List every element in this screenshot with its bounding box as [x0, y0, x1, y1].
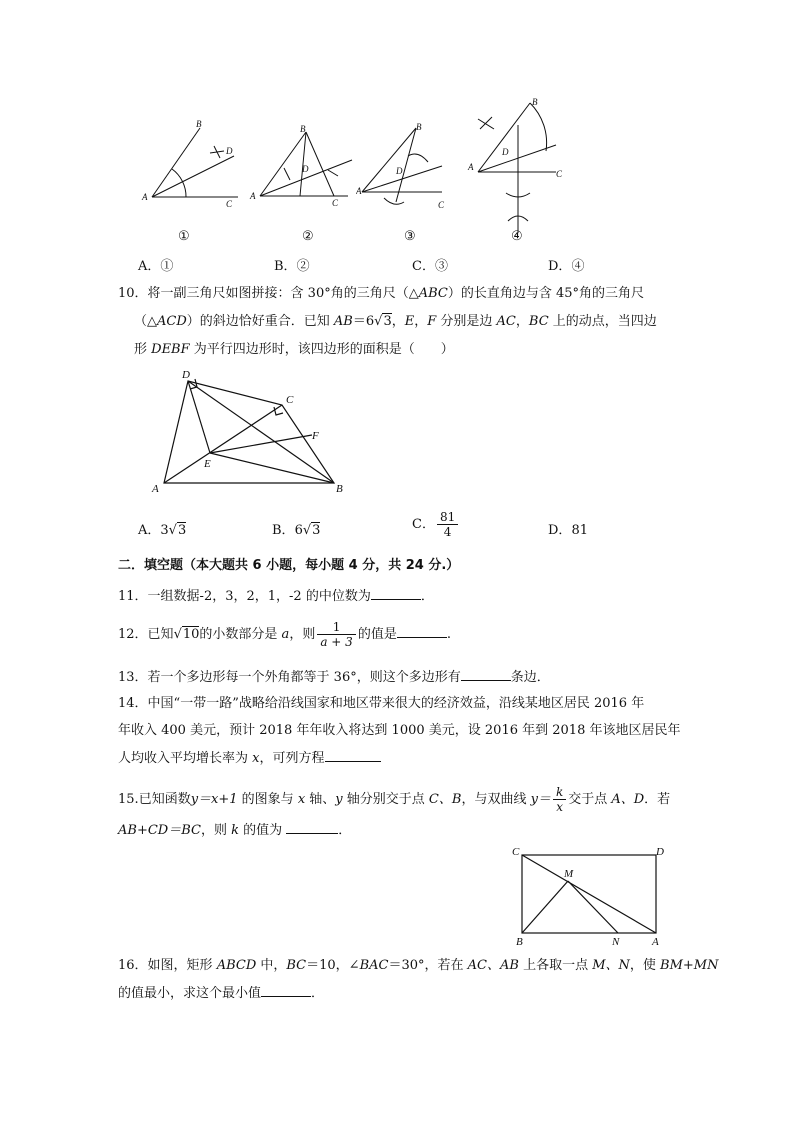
q9-fig3-label-b: B — [416, 122, 422, 132]
q9-figure-label-2: ② — [302, 229, 314, 244]
q16-line-1: 16．如图，矩形 ABCD 中，BC＝10，∠BAC＝30°，若在 AC、AB 上各取一点 M、N，使 BM+MN — [118, 958, 719, 973]
q9-figure-3 — [356, 122, 466, 212]
q9-fig3-label-d: D — [396, 166, 403, 176]
q10-fig-label-a: A — [152, 483, 159, 495]
q16-fig-label-n: N — [612, 936, 620, 948]
q9-fig4-label-a: A — [468, 162, 474, 172]
q12-answer-blank[interactable] — [397, 625, 447, 638]
q15-line-1: 15.已知函数y＝x+1 的图象与 x 轴、y 轴分别交于点 C、B，与双曲线 y＝ $\frac{k}{x}$ 交于点 A、D．若 — [118, 785, 671, 814]
q9-fig4-label-d: D — [502, 147, 509, 157]
q16-fig-label-d: D — [656, 846, 664, 858]
q9-fig2-label-a: A — [250, 191, 256, 201]
q10-fig-label-c: C — [286, 394, 294, 406]
q9-fig4-label-c: C — [556, 169, 563, 179]
q10-figure — [150, 365, 360, 500]
q10-fig-label-b: B — [336, 483, 343, 495]
section-2-title: 二．填空题（本大题共 6 小题，每小题 4 分，共 24 分.） — [118, 558, 460, 573]
q14-line-1: 14．中国“一带一路”战略给沿线国家和地区带来很大的经济效益，沿线某地区居民 2016 年 — [118, 696, 645, 711]
q9-figure-4 — [464, 95, 574, 245]
q10-line-3: 形 DEBF 为平行四边形时，该四边形的面积是（ ） — [134, 342, 454, 357]
q9-fig3-label-a: A — [356, 186, 362, 196]
q15-answer-blank[interactable] — [286, 821, 338, 834]
q9-fig3-label-c: C — [438, 200, 445, 210]
q10-option-b[interactable]: B．6√3 — [272, 523, 321, 538]
q9-option-a[interactable]: A．① — [138, 259, 174, 274]
q16-fig-label-c: C — [512, 846, 520, 858]
q16-fig-label-m: M — [564, 868, 574, 880]
q10-line-2: （△ACD）的斜边恰好重合．已知 AB＝6√3，E，F 分别是边 AC，BC 上的动点，当四边 — [134, 314, 657, 329]
q16-line-2: 的值最小，求这个最小值 ． — [118, 986, 325, 1001]
q16-figure — [506, 843, 676, 953]
q9-fig1-label-a: A — [142, 192, 148, 202]
q9-option-c[interactable]: C．③ — [412, 259, 448, 274]
q9-figure-label-4: ④ — [511, 229, 523, 244]
q16-fig-label-b: B — [516, 936, 523, 948]
q12: 12．已知√10的小数部分是 a，则 $\frac{1}{a + 3}$ 的值是 . — [118, 620, 451, 649]
q9-figure-label-3: ③ — [404, 229, 416, 244]
q9-fig2-label-c: C — [332, 198, 339, 208]
q10-option-a[interactable]: A．3√3 — [138, 523, 187, 538]
q10-option-c[interactable]: C． $\frac{81}{4}$ — [412, 510, 460, 539]
q11: 11．一组数据-2，3，2，1，-2 的中位数为 ． — [118, 589, 434, 604]
q16-answer-blank[interactable] — [261, 984, 311, 997]
q9-option-b[interactable]: B．② — [274, 259, 310, 274]
q9-fig2-label-d: D — [302, 164, 309, 174]
q15-line-2: AB+CD＝BC，则 k 的值为 ． — [118, 823, 352, 838]
q9-figure-1 — [138, 112, 248, 212]
q11-answer-blank[interactable] — [371, 587, 421, 600]
q10-fig-label-e: E — [204, 458, 211, 470]
q10-fig-label-f: F — [312, 430, 319, 442]
q14-answer-blank[interactable] — [325, 749, 381, 762]
q9-fig1-label-d: D — [226, 146, 233, 156]
q9-fig1-label-c: C — [226, 199, 233, 209]
q10-line-1: 10．将一副三角尺如图拼接：含 30°角的三角尺（△ABC）的长直角边与含 45°角的三角尺 — [118, 286, 645, 301]
q9-fig1-label-b: B — [196, 119, 202, 129]
q9-option-d[interactable]: D．④ — [548, 259, 585, 274]
q16-fig-label-a: A — [652, 936, 659, 948]
q14-line-2: 年收入 400 美元，预计 2018 年年收入将达到 1000 美元，设 2016 年到 2018 年该地区居民年 — [118, 723, 681, 738]
q9-figure-2 — [248, 122, 358, 212]
q9-fig4-label-b: B — [532, 97, 538, 107]
q10-option-d[interactable]: D．81 — [548, 523, 588, 538]
q9-fig2-label-b: B — [300, 124, 306, 134]
q13-answer-blank[interactable] — [461, 668, 511, 681]
q9-figure-label-1: ① — [178, 229, 190, 244]
q14-line-3: 人均收入平均增长率为 x，可列方程 — [118, 747, 381, 766]
q13: 13．若一个多边形每一个外角都等于 36°，则这个多边形有 条边． — [118, 670, 550, 685]
q10-fig-label-d: D — [182, 369, 190, 381]
